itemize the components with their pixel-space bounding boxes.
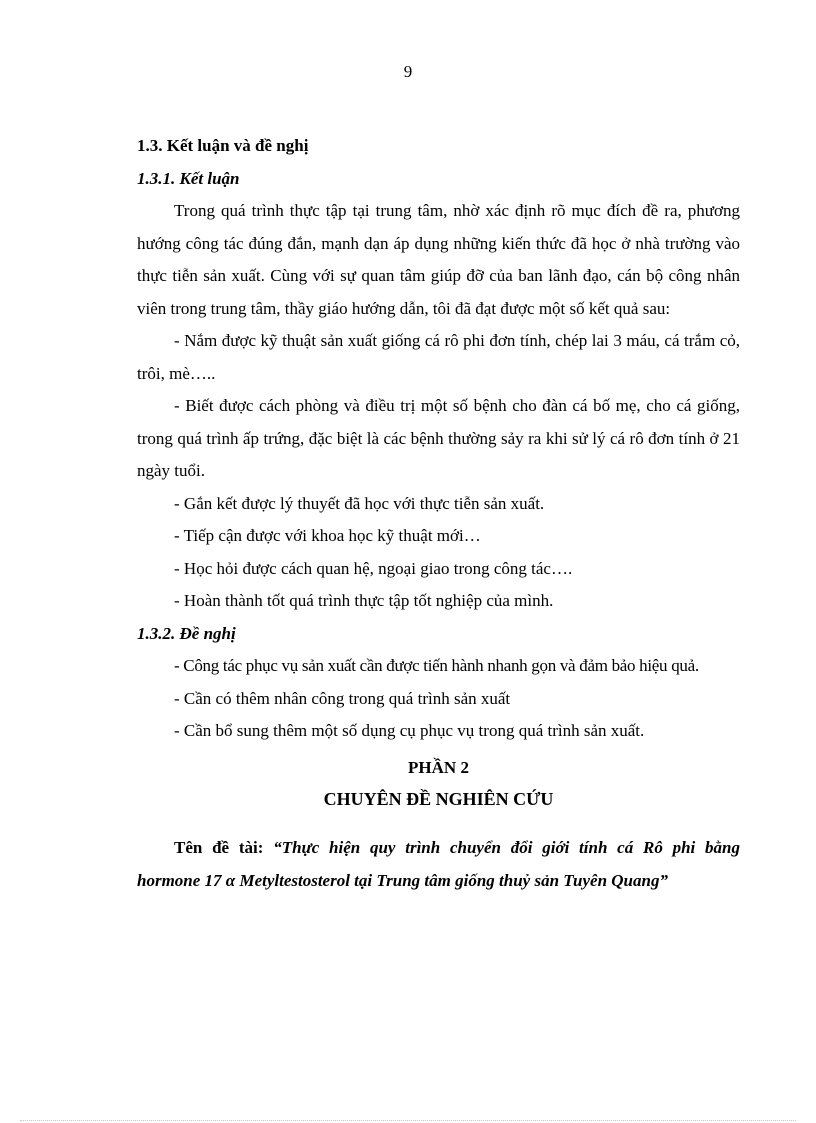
- recommendation-heading: 1.3.2. Đề nghị: [137, 623, 236, 643]
- conclusion-item: - Hoàn thành tốt quá trình thực tập tốt nghiệp của mình.: [174, 591, 554, 610]
- topic-label: Tên đề tài:: [174, 838, 274, 857]
- recommendation-item: - Cần bổ sung thêm một số dụng cụ phục vụ trong quá trình sản xuất.: [174, 721, 645, 740]
- conclusion-item: - Nắm được kỹ thuật sản xuất giống cá rô phi đơn tính, chép lai 3 máu, cá trắm cỏ, trôi, mè…..: [137, 331, 740, 383]
- conclusion-item: - Gắn kết được lý thuyết đã học với thực tiễn sản xuất.: [174, 493, 545, 513]
- recommendation-item: - Công tác phục vụ sản xuất cần được tiến hành nhanh gọn và đảm bảo hiệu quả.: [174, 656, 699, 675]
- conclusion-item: - Biết được cách phòng và điều trị một số bệnh cho đàn cá bố mẹ, cho cá giống, trong quá trình ấp trứng, đặc biệt là các bệnh thường sảy ra khi sử lý cá rô đơn tính ở 21 ngày tuổi.: [137, 396, 740, 480]
- part-title: CHUYÊN ĐỀ NGHIÊN CỨU: [323, 789, 554, 809]
- recommendation-item: - Cần có thêm nhân công trong quá trình sản xuất: [174, 688, 511, 708]
- page-bottom-divider: [20, 1120, 796, 1121]
- page-number: 9: [403, 62, 413, 81]
- conclusion-item: - Học hỏi được cách quan hệ, ngoại giao trong công tác….: [174, 558, 573, 578]
- topic-line: [137, 832, 740, 865]
- part-label: PHẦN 2: [408, 757, 469, 777]
- document-body: [137, 130, 740, 897]
- conclusion-item: - Tiếp cận được với khoa học kỹ thuật mới…: [174, 526, 481, 545]
- conclusion-intro: Trong quá trình thực tập tại trung tâm, nhờ xác định rõ mục đích đề ra, phương hướng công tác đúng đắn, mạnh dạn áp dụng những kiến thức đã học ở nhà trường vào thực tiễn sản xuất. Cùng với sự quan tâm giúp đỡ của ban lãnh đạo, cán bộ công nhân viên trong trung tâm, thầy giáo hướng dẫn, tôi đã đạt được một số kết quả sau:: [137, 201, 740, 318]
- topic-title-line1: “Thực hiện quy trình chuyển đổi giới tính cá Rô phi bằng: [273, 838, 740, 857]
- conclusion-heading: 1.3.1. Kết luận: [137, 168, 240, 188]
- section-heading: 1.3. Kết luận và đề nghị: [137, 136, 309, 155]
- topic-title-line2: hormone 17 α Metyltestosterol tại Trung tâm giống thuỷ sản Tuyên Quang”: [137, 870, 668, 890]
